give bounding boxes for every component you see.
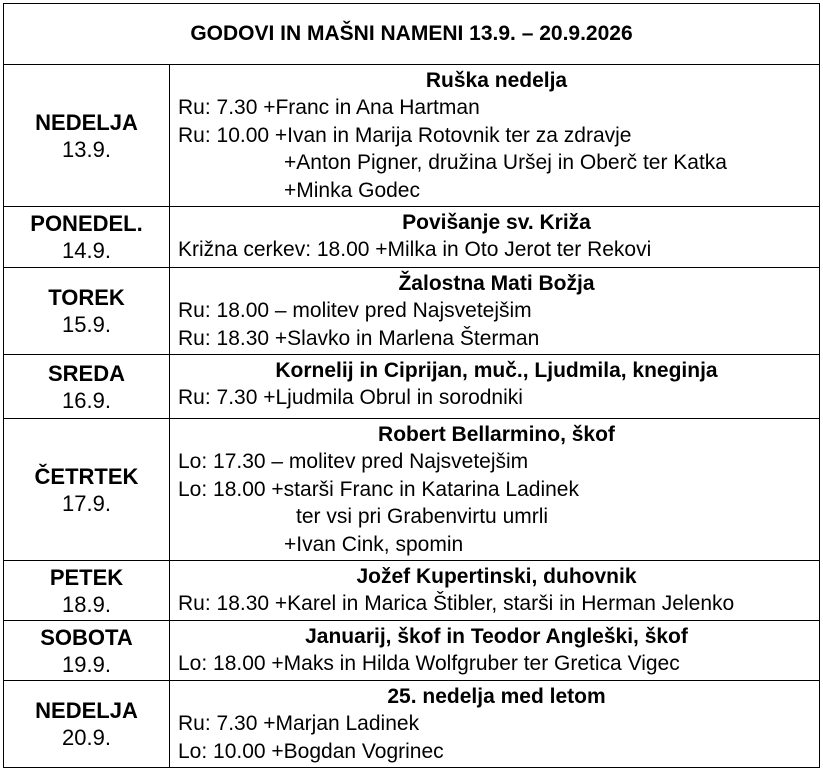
day-name: ČETRTEK — [34, 463, 139, 489]
day-row — [4, 207, 820, 268]
feast-title: Januarij, škof in Teodor Angleški, škof — [305, 625, 688, 648]
day-date: 19.9. — [62, 651, 111, 677]
day-cell — [4, 207, 170, 268]
day-content — [170, 419, 820, 561]
day-date: 13.9. — [62, 136, 111, 162]
day-row — [4, 621, 820, 681]
day-row — [4, 355, 820, 419]
day-content — [170, 65, 820, 207]
day-content — [170, 268, 820, 355]
schedule-table — [3, 3, 820, 768]
mass-intention-line: Križna cerkev: 18.00 +Milka in Oto Jerot ter Rekovi — [178, 238, 652, 261]
mass-intention-line: Lo: 10.00 +Bogdan Vogrinec — [178, 739, 444, 763]
mass-intention-line: +Minka Godec — [284, 178, 420, 202]
day-name: NEDELJA — [35, 109, 138, 135]
day-row — [4, 419, 820, 561]
day-date: 14.9. — [62, 238, 111, 263]
day-row — [4, 268, 820, 355]
day-cell — [4, 681, 170, 768]
day-content — [170, 561, 820, 621]
day-row — [4, 561, 820, 621]
mass-intention-line: Ru: 18.30 +Karel in Marica Štibler, starši in Herman Jelenko — [178, 592, 735, 615]
day-row — [4, 681, 820, 768]
feast-title: 25. nedelja med letom — [387, 685, 606, 708]
day-row — [4, 65, 820, 207]
mass-intention-line: Lo: 18.00 +Maks in Hilda Wolfgruber ter Gretica Vigec — [178, 652, 680, 675]
feast-title: Robert Bellarmino, škof — [378, 423, 615, 446]
day-date: 15.9. — [62, 312, 111, 337]
feast-title: Ruška nedelja — [425, 69, 568, 92]
day-name: PONEDEL. — [30, 211, 143, 236]
day-cell — [4, 561, 170, 621]
feast-title: Jožef Kupertinski, duhovnik — [356, 565, 637, 588]
day-cell — [4, 65, 170, 207]
day-name: PETEK — [49, 564, 124, 590]
day-date: 17.9. — [62, 490, 111, 516]
mass-intention-line: Lo: 17.30 – molitev pred Najsvetejšim — [178, 450, 529, 473]
day-content — [170, 207, 820, 268]
mass-intention-line: Ru: 18.00 – molitev pred Najsvetejšim — [178, 299, 532, 322]
day-date: 18.9. — [62, 591, 111, 617]
mass-intention-line: Ru: 7.30 +Franc in Ana Hartman — [178, 96, 480, 119]
day-cell — [4, 621, 170, 681]
day-name: SREDA — [47, 360, 125, 386]
mass-intention-line: Ru: 18.30 +Slavko in Marlena Šterman — [178, 326, 540, 350]
feast-title: Žalostna Mati Božja — [398, 272, 595, 295]
schedule-title: GODOVI IN MAŠNI NAMENI 13.9. – 20.9.2026 — [4, 4, 820, 65]
mass-intention-line: +Ivan Cink, spomin — [284, 532, 464, 556]
day-name: TOREK — [48, 285, 125, 310]
mass-intention-line: Lo: 18.00 +starši Franc in Katarina Ladinek — [178, 477, 579, 501]
day-cell — [4, 268, 170, 355]
day-name: SOBOTA — [40, 624, 133, 650]
day-content — [170, 681, 820, 768]
title-row — [4, 4, 820, 65]
mass-intention-line: ter vsi pri Grabenvirtu umrli — [296, 505, 549, 528]
day-date: 16.9. — [62, 387, 111, 413]
feast-title: Kornelij in Ciprijan, muč., Ljudmila, kneginja — [275, 359, 718, 382]
mass-intention-line: Ru: 7.30 +Marjan Ladinek — [178, 712, 420, 735]
mass-intention-line: Ru: 10.00 +Ivan in Marija Rotovnik ter za zdravje — [178, 123, 632, 147]
day-cell — [4, 419, 170, 561]
mass-intention-line: Ru: 7.30 +Ljudmila Obrul in sorodniki — [178, 386, 523, 409]
day-cell — [4, 355, 170, 419]
day-name: NEDELJA — [35, 698, 138, 723]
schedule-sheet — [3, 3, 820, 762]
schedule-body — [4, 4, 820, 768]
day-content — [170, 355, 820, 419]
day-date: 20.9. — [62, 725, 111, 750]
day-content — [170, 621, 820, 681]
mass-intention-line: +Anton Pigner, družina Uršej in Oberč ter Katka — [284, 151, 727, 174]
feast-title: Povišanje sv. Križa — [402, 211, 591, 234]
